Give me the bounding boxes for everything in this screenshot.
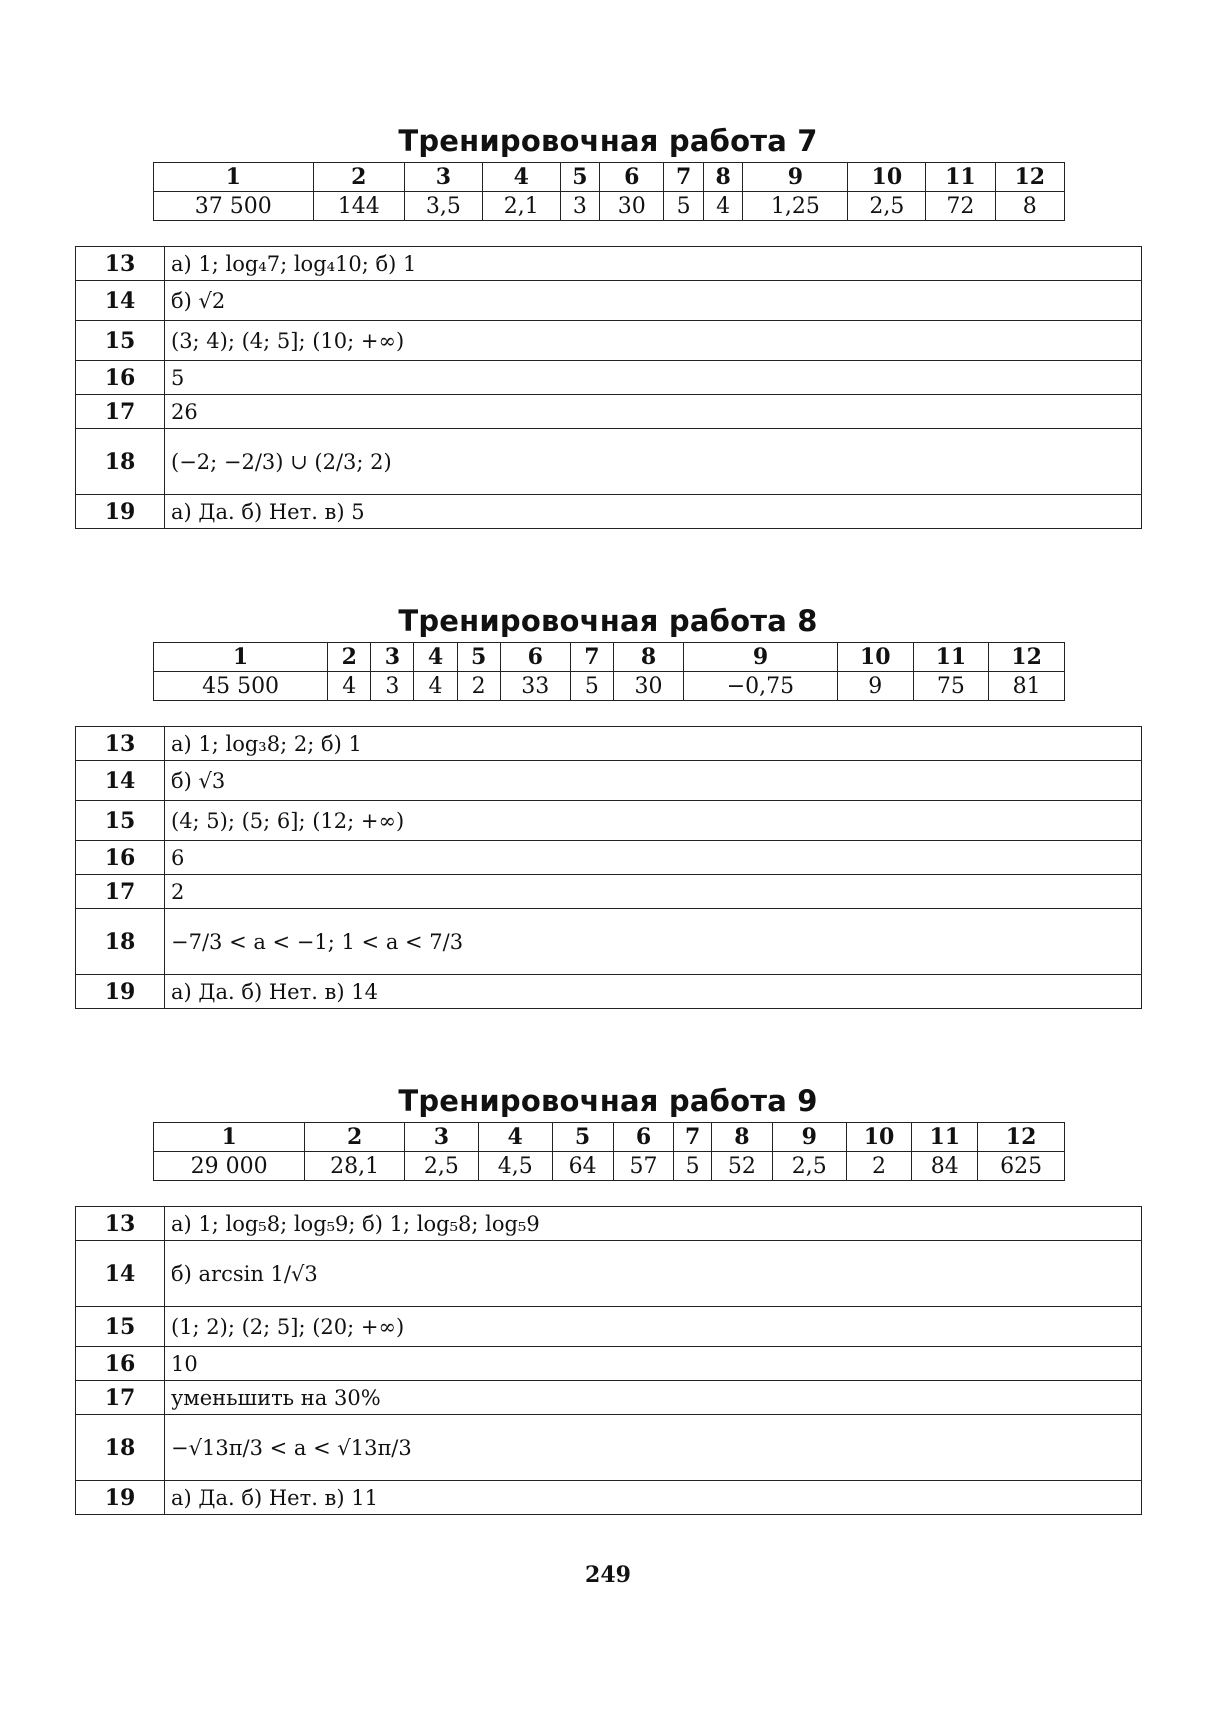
value-cell: 144 — [313, 192, 404, 221]
value-cell: 33 — [500, 672, 570, 701]
header-cell: 7 — [570, 643, 613, 672]
answer-row — [76, 801, 1142, 841]
task-number: 17 — [76, 875, 165, 909]
header-cell: 1 — [154, 1123, 305, 1152]
value-cell: 84 — [912, 1152, 978, 1181]
value-cell: 2 — [846, 1152, 912, 1181]
answer-row — [76, 1381, 1142, 1415]
header-cell: 3 — [404, 163, 482, 192]
header-cell: 4 — [482, 163, 560, 192]
value-cell: 37 500 — [154, 192, 314, 221]
header-cell: 6 — [600, 163, 664, 192]
task-number: 16 — [76, 841, 165, 875]
answer-text: 10 — [165, 1347, 1142, 1381]
answer-row — [76, 727, 1142, 761]
task-number: 15 — [76, 321, 165, 361]
value-cell: −0,75 — [684, 672, 838, 701]
value-cell: 2 — [457, 672, 500, 701]
header-cell: 5 — [457, 643, 500, 672]
value-cell: 64 — [552, 1152, 613, 1181]
answer-row — [76, 1347, 1142, 1381]
value-cell: 57 — [613, 1152, 674, 1181]
header-cell: 4 — [478, 1123, 552, 1152]
value-cell: 3 — [371, 672, 414, 701]
value-cell: 2,5 — [772, 1152, 846, 1181]
task-number: 13 — [76, 727, 165, 761]
task-number: 13 — [76, 1207, 165, 1241]
value-cell: 29 000 — [154, 1152, 305, 1181]
header-cell: 10 — [837, 643, 913, 672]
header-cell: 11 — [912, 1123, 978, 1152]
header-cell: 11 — [926, 163, 995, 192]
header-cell: 9 — [684, 643, 838, 672]
value-cell: 4,5 — [478, 1152, 552, 1181]
header-cell: 12 — [978, 1123, 1065, 1152]
header-cell: 1 — [154, 163, 314, 192]
answer-text: (1; 2); (2; 5]; (20; +∞) — [165, 1307, 1142, 1347]
value-cell: 8 — [995, 192, 1064, 221]
task-number: 18 — [76, 909, 165, 975]
detailed-answers-table — [75, 246, 1142, 529]
header-cell: 8 — [703, 163, 743, 192]
answer-row — [76, 429, 1142, 495]
answer-text: −7/3 < a < −1; 1 < a < 7/3 — [165, 909, 1142, 975]
value-cell: 2,5 — [404, 1152, 478, 1181]
header-cell: 1 — [154, 643, 328, 672]
section-title: Тренировочная работа 9 — [398, 1084, 818, 1118]
answer-text: а) 1; log₅8; log₅9; б) 1; log₅8; log₅9 — [165, 1207, 1142, 1241]
task-number: 17 — [76, 1381, 165, 1415]
header-cell: 5 — [560, 163, 600, 192]
answer-row — [76, 841, 1142, 875]
detailed-answers-table — [75, 1206, 1142, 1515]
answer-text: 2 — [165, 875, 1142, 909]
header-row — [154, 1123, 1065, 1152]
answer-text: (4; 5); (5; 6]; (12; +∞) — [165, 801, 1142, 841]
answer-row — [76, 909, 1142, 975]
task-number: 15 — [76, 1307, 165, 1347]
answer-text: а) Да. б) Нет. в) 5 — [165, 495, 1142, 529]
header-cell: 11 — [913, 643, 989, 672]
answer-row — [76, 395, 1142, 429]
answer-text: 6 — [165, 841, 1142, 875]
answer-text: а) 1; log₄7; log₄10; б) 1 — [165, 247, 1142, 281]
header-cell: 8 — [613, 643, 683, 672]
answer-row — [76, 875, 1142, 909]
value-cell: 4 — [414, 672, 457, 701]
header-cell: 3 — [371, 643, 414, 672]
task-number: 16 — [76, 361, 165, 395]
value-cell: 3,5 — [404, 192, 482, 221]
short-answers-table — [153, 1122, 1065, 1181]
header-cell: 2 — [313, 163, 404, 192]
value-cell: 2,1 — [482, 192, 560, 221]
values-row — [154, 672, 1065, 701]
answer-row — [76, 1207, 1142, 1241]
value-cell: 75 — [913, 672, 989, 701]
header-cell: 12 — [995, 163, 1064, 192]
answer-text: б) √2 — [165, 281, 1142, 321]
answer-text: (3; 4); (4; 5]; (10; +∞) — [165, 321, 1142, 361]
task-number: 14 — [76, 1241, 165, 1307]
answer-text: а) Да. б) Нет. в) 14 — [165, 975, 1142, 1009]
answer-row — [76, 247, 1142, 281]
answer-row — [76, 1241, 1142, 1307]
answer-text: уменьшить на 30% — [165, 1381, 1142, 1415]
header-row — [154, 643, 1065, 672]
answer-row — [76, 281, 1142, 321]
short-answers-table — [153, 162, 1065, 221]
header-cell: 7 — [674, 1123, 711, 1152]
header-cell: 10 — [846, 1123, 912, 1152]
value-cell: 28,1 — [305, 1152, 405, 1181]
task-number: 18 — [76, 1415, 165, 1481]
value-cell: 3 — [560, 192, 600, 221]
section-title: Тренировочная работа 8 — [398, 604, 818, 638]
value-cell: 9 — [837, 672, 913, 701]
task-number: 19 — [76, 1481, 165, 1515]
header-row — [154, 163, 1065, 192]
header-cell: 6 — [500, 643, 570, 672]
answer-row — [76, 361, 1142, 395]
answer-text: б) √3 — [165, 761, 1142, 801]
section-work-8 — [0, 600, 1216, 1009]
header-cell: 2 — [305, 1123, 405, 1152]
answer-text: 5 — [165, 361, 1142, 395]
task-number: 19 — [76, 975, 165, 1009]
value-cell: 45 500 — [154, 672, 328, 701]
task-number: 17 — [76, 395, 165, 429]
answer-row — [76, 1481, 1142, 1515]
value-cell: 81 — [989, 672, 1065, 701]
page-number: 249 — [585, 1562, 631, 1588]
answer-text: (−2; −2/3) ∪ (2/3; 2) — [165, 429, 1142, 495]
header-cell: 8 — [711, 1123, 772, 1152]
answer-row — [76, 761, 1142, 801]
values-row — [154, 192, 1065, 221]
header-cell: 5 — [552, 1123, 613, 1152]
answer-text: а) 1; log₃8; 2; б) 1 — [165, 727, 1142, 761]
task-number: 13 — [76, 247, 165, 281]
section-work-7 — [0, 120, 1216, 529]
answer-row — [76, 321, 1142, 361]
short-answers-table — [153, 642, 1065, 701]
task-number: 16 — [76, 1347, 165, 1381]
answer-row — [76, 495, 1142, 529]
value-cell: 52 — [711, 1152, 772, 1181]
detailed-answers-table — [75, 726, 1142, 1009]
header-cell: 9 — [772, 1123, 846, 1152]
header-cell: 3 — [404, 1123, 478, 1152]
value-cell: 5 — [674, 1152, 711, 1181]
task-number: 15 — [76, 801, 165, 841]
value-cell: 4 — [328, 672, 371, 701]
task-number: 14 — [76, 761, 165, 801]
value-cell: 1,25 — [743, 192, 848, 221]
answer-text: а) Да. б) Нет. в) 11 — [165, 1481, 1142, 1515]
answer-text: б) arcsin 1/√3 — [165, 1241, 1142, 1307]
value-cell: 30 — [613, 672, 683, 701]
value-cell: 5 — [664, 192, 704, 221]
answer-text: −√13π/3 < a < √13π/3 — [165, 1415, 1142, 1481]
answer-row — [76, 975, 1142, 1009]
answer-text: 26 — [165, 395, 1142, 429]
values-row — [154, 1152, 1065, 1181]
value-cell: 30 — [600, 192, 664, 221]
header-cell: 9 — [743, 163, 848, 192]
value-cell: 4 — [703, 192, 743, 221]
header-cell: 4 — [414, 643, 457, 672]
value-cell: 5 — [570, 672, 613, 701]
header-cell: 2 — [328, 643, 371, 672]
section-title: Тренировочная работа 7 — [398, 124, 818, 158]
header-cell: 12 — [989, 643, 1065, 672]
value-cell: 2,5 — [848, 192, 926, 221]
answer-row — [76, 1415, 1142, 1481]
task-number: 18 — [76, 429, 165, 495]
header-cell: 7 — [664, 163, 704, 192]
task-number: 14 — [76, 281, 165, 321]
task-number: 19 — [76, 495, 165, 529]
value-cell: 625 — [978, 1152, 1065, 1181]
section-work-9 — [0, 1080, 1216, 1515]
answer-row — [76, 1307, 1142, 1347]
header-cell: 10 — [848, 163, 926, 192]
header-cell: 6 — [613, 1123, 674, 1152]
value-cell: 72 — [926, 192, 995, 221]
